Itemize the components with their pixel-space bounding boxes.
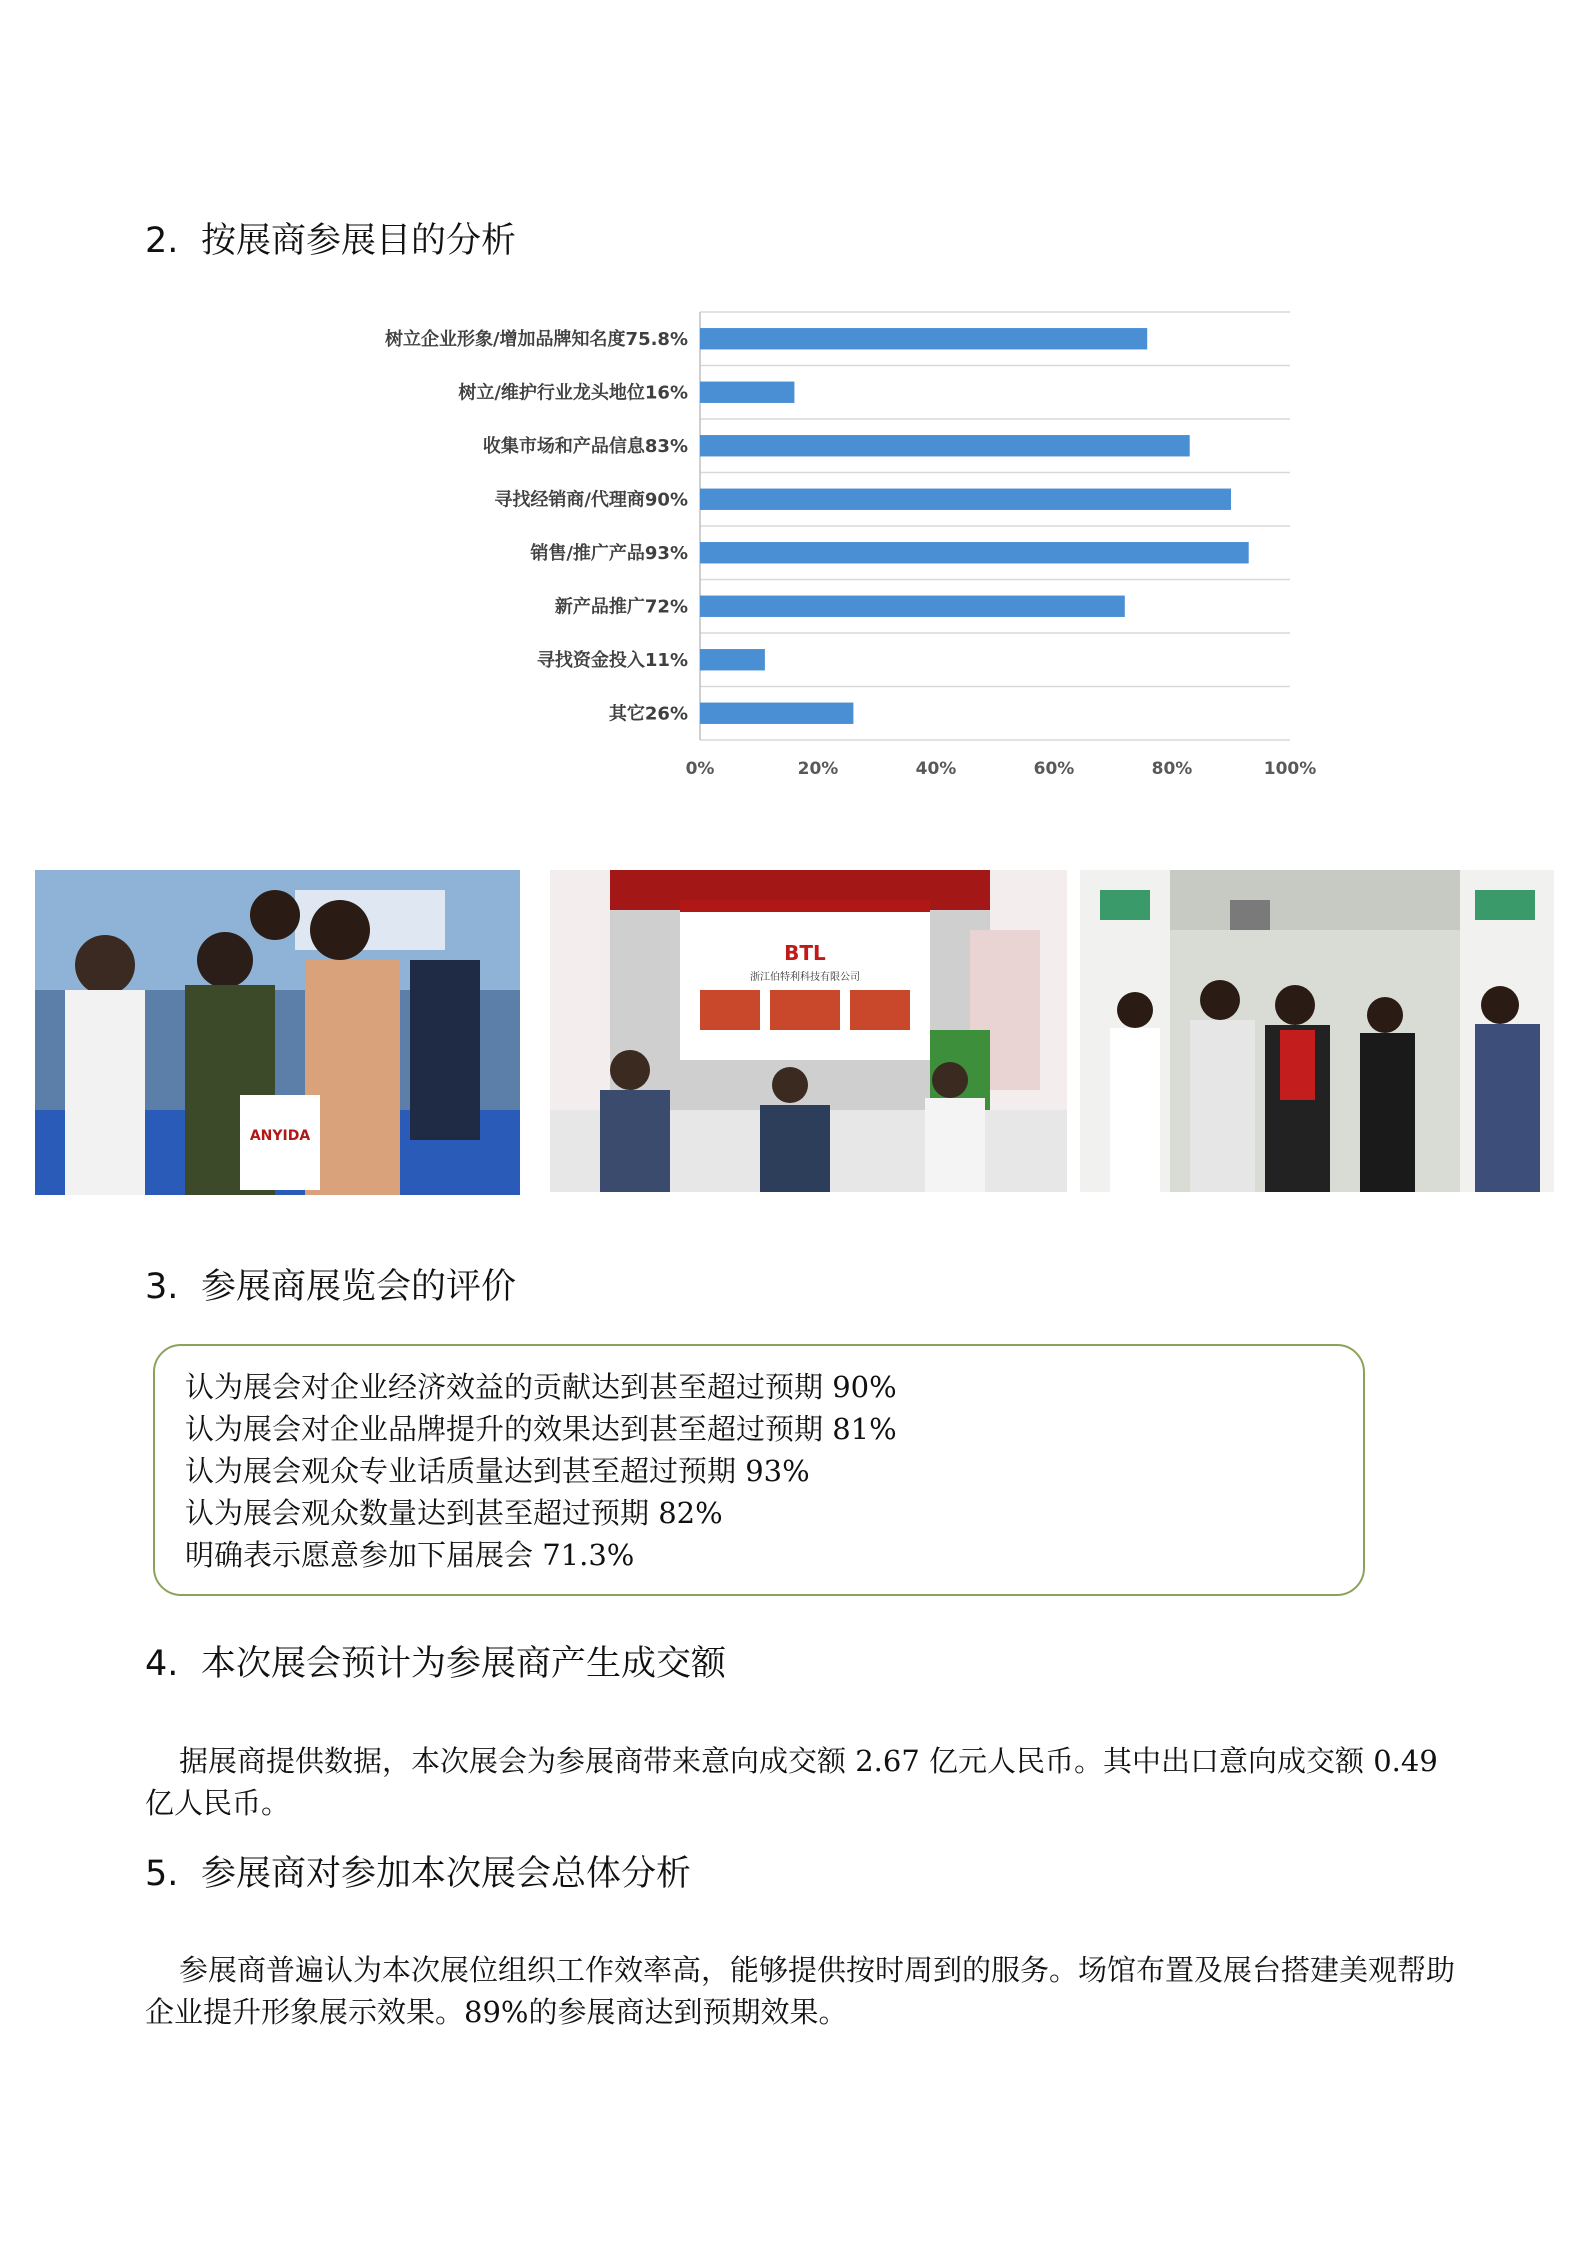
x-tick-label: 40%: [915, 759, 957, 779]
section-number: 4.: [145, 1644, 179, 1684]
evaluation-line: 认为展会观众数量达到甚至超过预期 82%: [185, 1496, 723, 1530]
bar: [700, 435, 1190, 456]
evaluation-line: 认为展会对企业品牌提升的效果达到甚至超过预期 81%: [185, 1412, 897, 1446]
exhibition-photo-visitors: [35, 870, 520, 1195]
x-tick-label: 20%: [797, 759, 839, 779]
bar: [700, 596, 1125, 617]
bar: [700, 489, 1231, 510]
x-tick-label: 0%: [685, 759, 715, 779]
booth-sign-text: BTL: [784, 941, 826, 965]
exhibition-photo-crowd: [1080, 870, 1554, 1192]
category-label: 其它26%: [608, 703, 688, 725]
x-tick-label: 80%: [1151, 759, 1193, 779]
section-number: 2.: [145, 221, 179, 261]
booth-company-text: 浙江伯特利科技有限公司: [750, 972, 860, 983]
category-label: 寻找资金投入11%: [536, 649, 688, 671]
bar: [700, 328, 1147, 349]
category-label: 销售/推广产品93%: [530, 542, 688, 564]
category-label: 收集市场和产品信息83%: [482, 435, 688, 457]
evaluation-line: 明确表示愿意参加下届展会 71.3%: [185, 1538, 635, 1572]
section-2-heading: [145, 213, 516, 263]
category-label: 树立/维护行业龙头地位16%: [458, 382, 688, 404]
category-label: 树立企业形象/增加品牌知名度75.8%: [384, 328, 688, 350]
exhibition-photo-booth: [550, 870, 1067, 1192]
section-4-paragraph: 据展商提供数据，本次展会为参展商带来意向成交额 2.67 亿元人民币。其中出口意向成交额 0.49 亿人民币。: [145, 1744, 1438, 1820]
section-5-heading: [145, 1846, 691, 1896]
section-4-heading: [145, 1636, 726, 1686]
section-title: 参展商展览会的评价: [201, 1267, 517, 1307]
x-tick-label: 60%: [1033, 759, 1075, 779]
purpose-bar-chart: [300, 300, 1350, 800]
evaluation-line: 认为展会对企业经济效益的贡献达到甚至超过预期 90%: [185, 1370, 897, 1404]
section-5-paragraph: 参展商普遍认为本次展位组织工作效率高，能够提供按时周到的服务。场馆布置及展台搭建美观帮助企业提升形象展示效果。89%的参展商达到预期效果。: [145, 1953, 1456, 2029]
bar: [700, 542, 1249, 563]
bag-logo-text: ANYIDA: [249, 1128, 311, 1144]
category-label: 新产品推广72%: [554, 596, 688, 618]
x-tick-label: 100%: [1263, 759, 1317, 779]
evaluation-box: [153, 1344, 1365, 1596]
bar: [700, 703, 853, 724]
bar: [700, 649, 765, 670]
section-title: 参展商对参加本次展会总体分析: [201, 1854, 692, 1894]
section-title: 本次展会预计为参展商产生成交额: [201, 1644, 727, 1684]
section-3-heading: [145, 1259, 516, 1309]
category-label: 寻找经销商/代理商90%: [494, 489, 688, 511]
bar: [700, 382, 794, 403]
evaluation-line: 认为展会观众专业话质量达到甚至超过预期 93%: [185, 1454, 810, 1488]
section-title: 按展商参展目的分析: [201, 221, 517, 261]
section-number: 3.: [145, 1267, 179, 1307]
section-number: 5.: [145, 1854, 179, 1894]
